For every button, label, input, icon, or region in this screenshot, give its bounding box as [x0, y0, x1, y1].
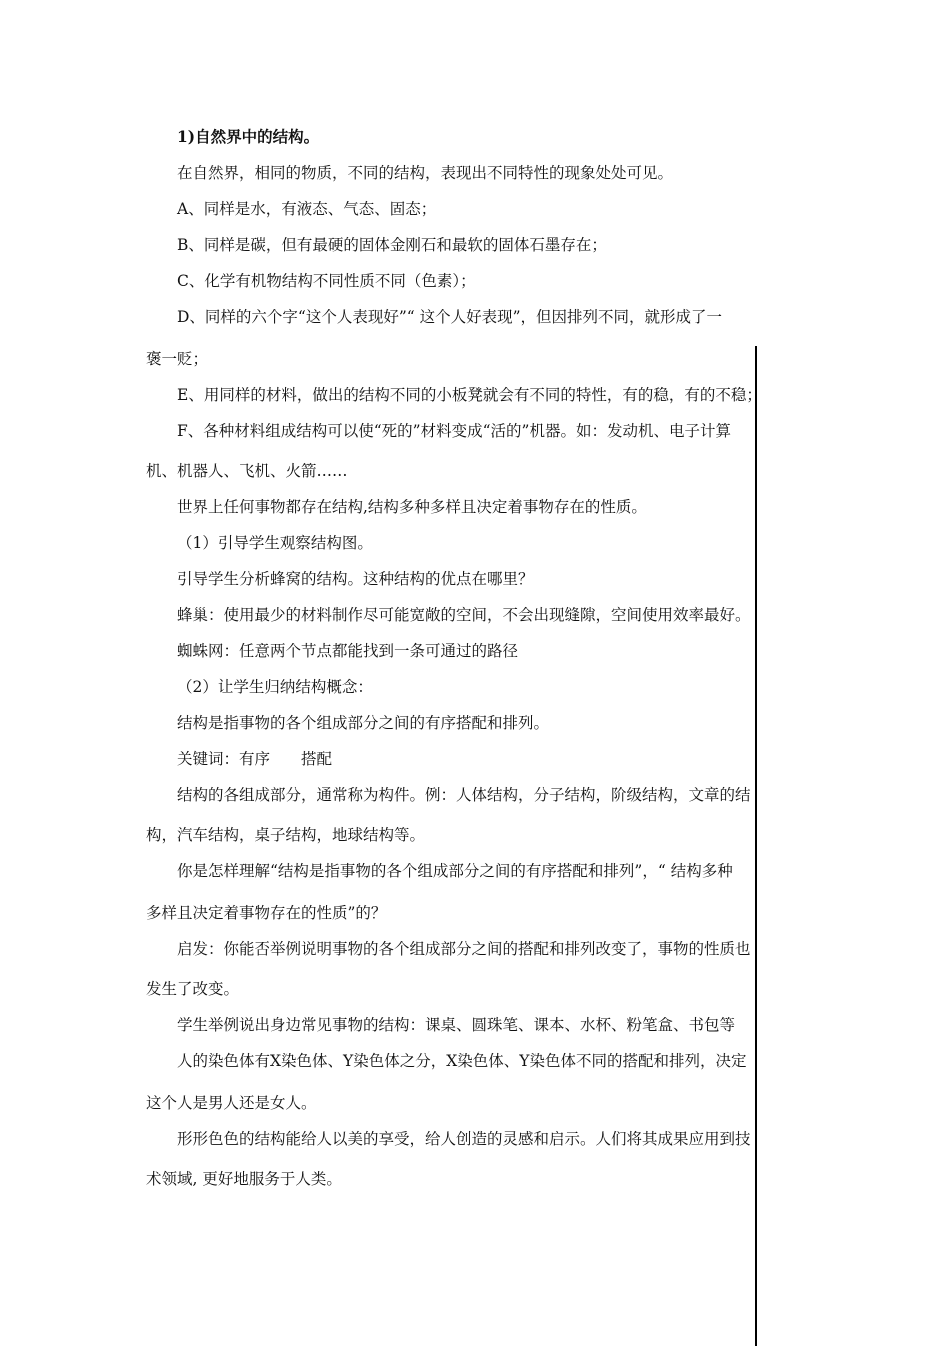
- paragraph-line: D、同样的六个字“这个人表现好”“ 这个人好表现”，但因排列不同，就形成了一: [177, 308, 723, 326]
- paragraph-line: 人的染色体有X染色体、Y染色体之分，X染色体、Y染色体不同的搭配和排列，决定: [177, 1052, 747, 1070]
- paragraph-line: 形形色色的结构能给人以美的享受，给人创造的灵感和启示。人们将其成果应用到技: [177, 1130, 751, 1148]
- paragraph-line: 术领域, 更好地服务于人类。: [146, 1170, 342, 1188]
- paragraph-line: C、化学有机物结构不同性质不同（色素）；: [177, 272, 476, 290]
- paragraph-line: 结构是指事物的各个组成部分之间的有序搭配和排列。: [177, 714, 550, 732]
- paragraph-line: B、同样是碳，但有最硬的固体金刚石和最软的固体石墨存在；: [177, 236, 607, 254]
- paragraph-line: A、同样是水，有液态、气态、固态；: [177, 200, 437, 218]
- paragraph-line: 发生了改变。: [146, 980, 240, 998]
- paragraph-line: （1）引导学生观察结构图。: [177, 534, 373, 552]
- paragraph-line: 机、机器人、飞机、火箭……: [146, 462, 348, 480]
- paragraph-line: 启发：你能否举例说明事物的各个组成部分之间的搭配和排列改变了，事物的性质也: [177, 940, 751, 958]
- paragraph-line: 蜂巢：使用最少的材料制作尽可能宽敞的空间，不会出现缝隙，空间使用效率最好。: [177, 606, 751, 624]
- paragraph-line: 在自然界，相同的物质，不同的结构，表现出不同特性的现象处处可见。: [177, 164, 674, 182]
- paragraph-line: 关键词：有序 搭配: [177, 750, 333, 768]
- paragraph-line: 蜘蛛网：任意两个节点都能找到一条可通过的路径: [177, 642, 519, 660]
- paragraph-line: 这个人是男人还是女人。: [146, 1094, 317, 1112]
- paragraph-line: 你是怎样理解“结构是指事物的各个组成部分之间的有序搭配和排列”，“ 结构多种: [177, 862, 733, 880]
- paragraph-line: 引导学生分析蜂窝的结构。这种结构的优点在哪里？: [177, 570, 534, 588]
- section-heading: 1)自然界中的结构。: [177, 127, 320, 146]
- paragraph-line: 构，汽车结构，桌子结构，地球结构等。: [146, 826, 426, 844]
- paragraph-line: F、各种材料组成结构可以使“死的”材料变成“活的”机器。如：发动机、电子计算: [177, 422, 731, 440]
- paragraph-line: 结构的各组成部分，通常称为构件。例：人体结构，分子结构，阶级结构，文章的结: [177, 786, 751, 804]
- paragraph-line: 褒一贬；: [146, 350, 209, 368]
- paragraph-line: 世界上任何事物都存在结构,结构多种多样且决定着事物存在的性质。: [177, 498, 647, 516]
- paragraph-line: 多样且决定着事物存在的性质”的？: [146, 904, 387, 922]
- paragraph-line: 学生举例说出身边常见事物的结构：课桌、圆珠笔、课本、水杯、粉笔盒、书包等: [177, 1016, 736, 1034]
- paragraph-line: E、用同样的材料，做出的结构不同的小板凳就会有不同的特性，有的稳，有的不稳；: [177, 386, 762, 404]
- paragraph-line: （2）让学生归纳结构概念：: [177, 678, 373, 696]
